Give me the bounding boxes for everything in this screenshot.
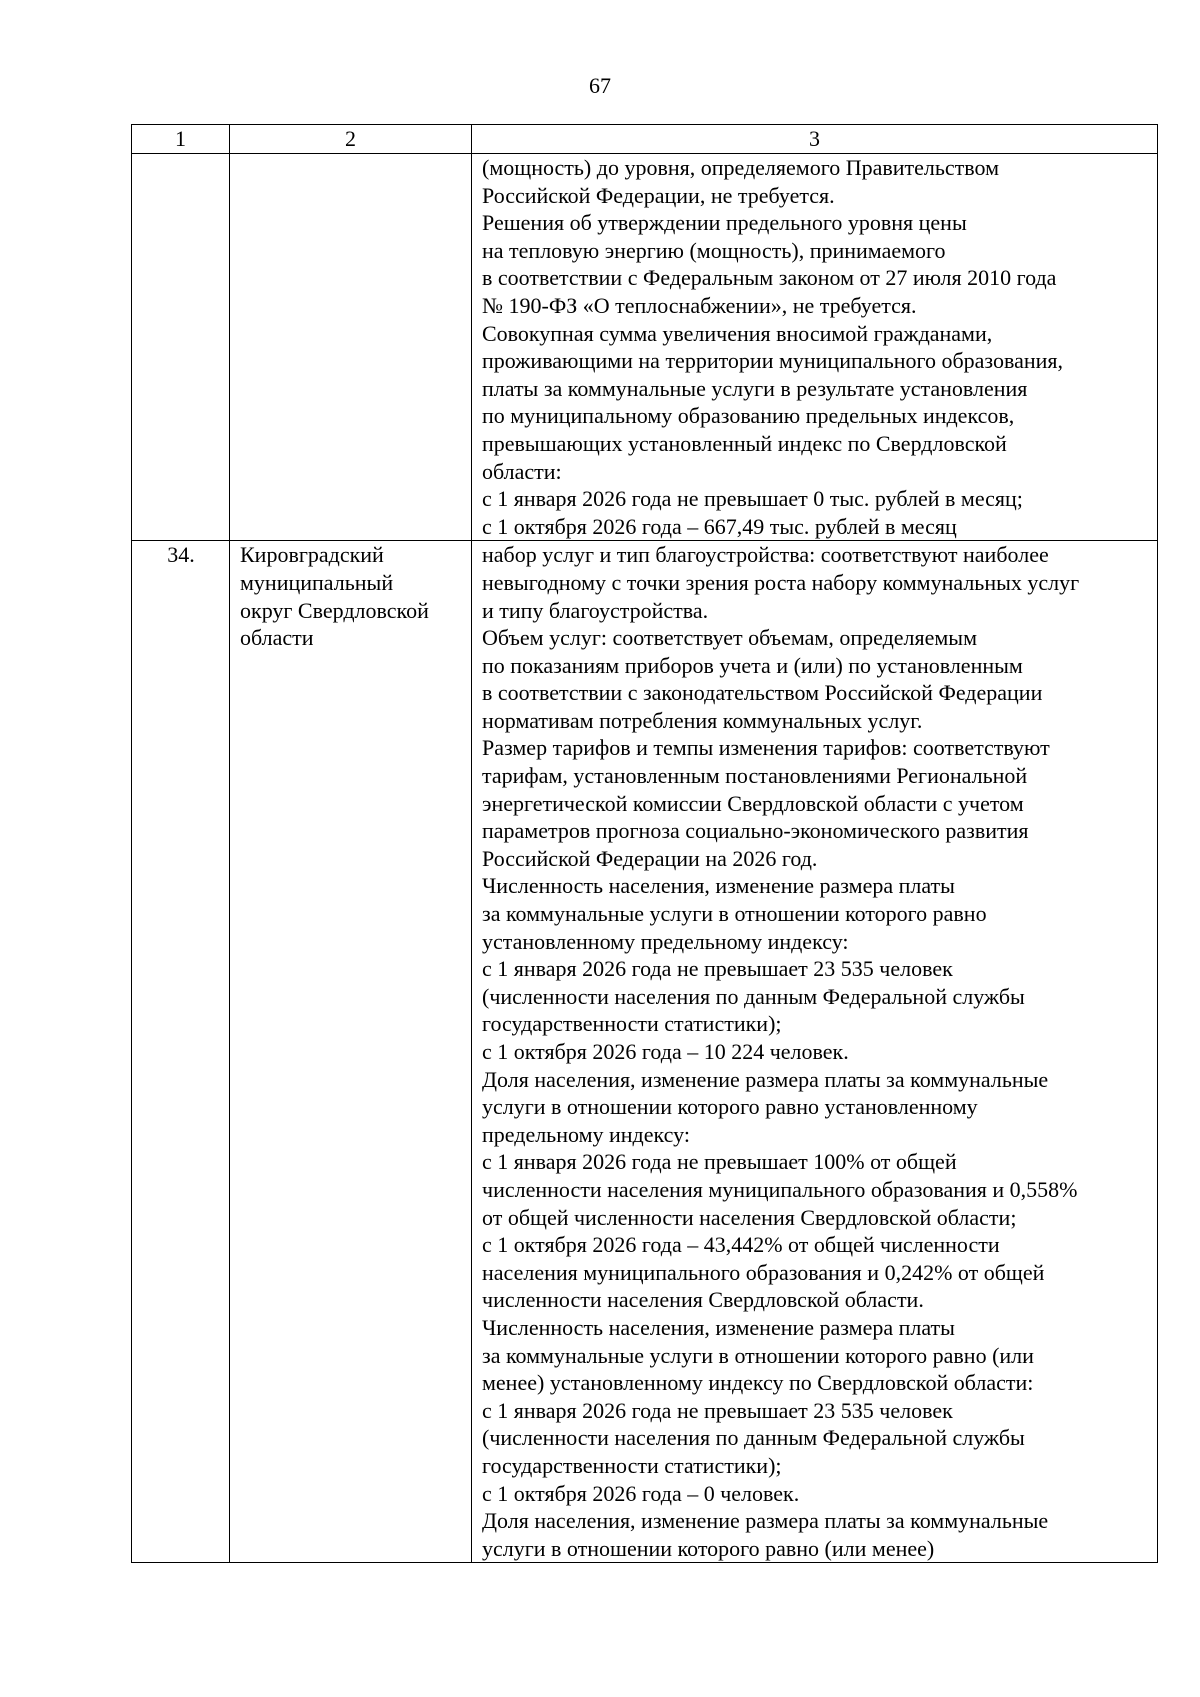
- text-line: в соответствии с Федеральным законом от 27 июля 2010 года: [482, 265, 1057, 291]
- row-number-cell: [132, 154, 230, 541]
- text-line: за коммунальные услуги в отношении которого равно (или: [482, 1342, 1034, 1368]
- text-line: невыгодному с точки зрения роста набору коммунальных услуг: [482, 569, 1080, 595]
- text-line: с 1 октября 2026 года – 43,442% от общей численности: [482, 1232, 1000, 1258]
- description-cell: [472, 154, 1158, 541]
- text-line: по муниципальному образованию предельных индексов,: [482, 403, 1015, 429]
- description-cell: [472, 541, 1158, 1563]
- table-row: [132, 154, 1158, 541]
- text-line: Совокупная сумма увеличения вносимой гражданами,: [482, 320, 993, 346]
- text-line: Кировградский: [240, 542, 384, 568]
- row-number-cell: [132, 541, 230, 1563]
- text-line: Доля населения, изменение размера платы за коммунальные: [482, 1066, 1049, 1092]
- text-line: Доля населения, изменение размера платы за коммунальные: [482, 1508, 1049, 1534]
- description-text: [482, 541, 1148, 1562]
- text-line: Решения об утверждении предельного уровня цены: [482, 210, 967, 236]
- text-line: населения муниципального образования и 0,242% от общей: [482, 1259, 1045, 1285]
- text-line: услуги в отношении которого равно установленному: [482, 1094, 978, 1120]
- page-number: 67: [589, 73, 611, 98]
- text-line: нормативам потребления коммунальных услуг.: [482, 707, 923, 733]
- table-header-row: [132, 125, 1158, 154]
- document-table: [131, 124, 1158, 1563]
- municipality-name: [240, 541, 462, 651]
- column-header-1: 1: [132, 125, 230, 154]
- text-line: с 1 января 2026 года не превышает 23 535 человек: [482, 1397, 953, 1423]
- text-line: с 1 января 2026 года не превышает 0 тыс. рублей в месяц;: [482, 486, 1023, 512]
- text-line: предельному индексу:: [482, 1121, 690, 1147]
- column-header-2: 2: [230, 125, 472, 154]
- text-line: округ Свердловской: [240, 597, 429, 623]
- text-line: с 1 января 2026 года не превышает 100% от общей: [482, 1149, 957, 1175]
- text-line: с 1 октября 2026 года – 10 224 человек.: [482, 1039, 849, 1064]
- text-line: и типу благоустройства.: [482, 597, 709, 623]
- text-line: услуги в отношении которого равно (или менее): [482, 1535, 935, 1561]
- text-line: численности населения Свердловской области.: [482, 1287, 924, 1313]
- text-line: менее) установленному индексу по Свердловской области:: [482, 1370, 1034, 1396]
- text-line: превышающих установленный индекс по Свердловской: [482, 430, 1007, 456]
- table-row: [132, 541, 1158, 1563]
- text-line: установленному предельному индексу:: [482, 928, 849, 954]
- text-line: (мощность) до уровня, определяемого Правительством: [482, 155, 1000, 180]
- text-line: платы за коммунальные услуги в результате установления: [482, 375, 1028, 401]
- description-text: [482, 154, 1148, 540]
- text-line: численности населения муниципального образования и 0,558%: [482, 1176, 1078, 1202]
- text-line: (численности населения по данным Федеральной службы: [482, 1425, 1025, 1451]
- text-line: с 1 октября 2026 года – 667,49 тыс. рублей в месяц: [482, 513, 957, 539]
- text-line: с 1 января 2026 года не превышает 23 535 человек: [482, 956, 953, 982]
- text-line: Численность населения, изменение размера платы: [482, 1314, 955, 1340]
- text-line: области: [240, 625, 314, 651]
- text-line: проживающими на территории муниципального образования,: [482, 348, 1064, 374]
- text-line: Российской Федерации, не требуется.: [482, 182, 835, 208]
- text-line: в соответствии с законодательством Российской Федерации: [482, 680, 1043, 706]
- text-line: (численности населения по данным Федеральной службы: [482, 983, 1025, 1009]
- text-line: за коммунальные услуги в отношении которого равно: [482, 901, 987, 927]
- text-line: параметров прогноза социально-экономического развития: [482, 818, 1029, 844]
- text-line: от общей численности населения Свердловской области;: [482, 1204, 1017, 1230]
- text-line: Объем услуг: соответствует объемам, определяемым: [482, 625, 978, 651]
- row-number: 34.: [167, 542, 195, 568]
- text-line: Размер тарифов и темпы изменения тарифов: соответствуют: [482, 735, 1050, 761]
- text-line: тарифам, установленным постановлениями Региональной: [482, 763, 1028, 789]
- text-line: области:: [482, 458, 562, 484]
- text-line: муниципальный: [240, 569, 394, 595]
- text-line: Российской Федерации на 2026 год.: [482, 845, 818, 871]
- text-line: с 1 октября 2026 года – 0 человек.: [482, 1480, 800, 1506]
- text-line: энергетической комиссии Свердловской области с учетом: [482, 790, 1024, 816]
- municipality-cell: [230, 154, 472, 541]
- text-line: № 190-ФЗ «О теплоснабжении», не требуется.: [482, 292, 917, 318]
- text-line: по показаниям приборов учета и (или) по установленным: [482, 652, 1023, 678]
- text-line: на тепловую энергию (мощность), принимаемого: [482, 237, 946, 263]
- text-line: государственности статистики);: [482, 1452, 782, 1478]
- text-line: государственности статистики);: [482, 1011, 782, 1037]
- column-header-3: 3: [472, 125, 1158, 154]
- text-line: набор услуг и тип благоустройства: соответствуют наиболее: [482, 542, 1049, 568]
- municipality-cell: [230, 541, 472, 1563]
- text-line: Численность населения, изменение размера платы: [482, 873, 955, 899]
